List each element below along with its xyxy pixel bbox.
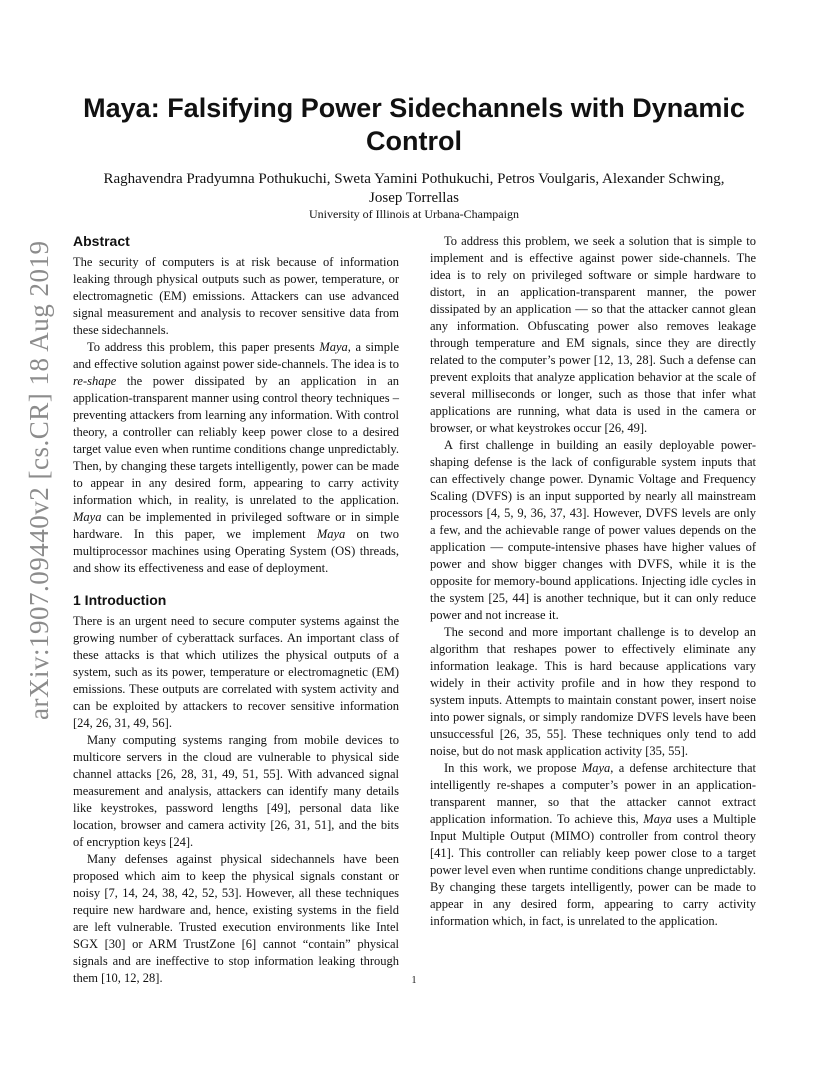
abstract-paragraph-2: To address this problem, this paper presents Maya, a simple and effective solution against power side-channels. The idea is to re-shape the power dissipated by an application in an application-transparent manner using control theory techniques – preventing attackers from learning any information. With control theory, a controller can reliably keep power close to a desired target value even when runtime conditions change unpredictably. Then, by changing these targets intelligently, power can be made to appear in any desired form, appearing to carry activity information which, in reality, is unrelated to the application. Maya can be implemented in privileged software or in simple hardware. In this paper, we implement Maya on two multiprocessor machines using Operating System (OS) threads, and show its effectiveness and ease of deployment. (73, 340, 400, 575)
reshape-emphasis: re-shape (73, 374, 117, 388)
left-column (73, 232, 399, 987)
intro-paragraph-2: Many computing systems ranging from mobile devices to multicore servers in the cloud are vulnerable to physical side channel attacks [26, 28, 31, 49, 51, 55]. With advanced signal measurement and analysis, attackers can identify many details like keystrokes, password lengths [49], personal data like location, browser and camera activity [26, 31, 51], and the bits of encryption keys [24]. (73, 733, 399, 849)
right-paragraph-3: The second and more important challenge is to develop an algorithm that reshapes power to effectively eliminate any information leakage. This is hard because applications vary widely in their activity profile and in how they respond to system inputs. Attempts to maintain constant power, insert noise into power signals, or simply randomize DVFS levels have been unsuccessful [26, 35, 55]. These techniques only tend to add noise, but do not mask application activity [35, 55]. (430, 625, 756, 758)
right-paragraph-1: To address this problem, we seek a solution that is simple to implement and is effective against power side-channels. The idea is to rely on privileged software or simple hardware to distort, in an application-transparent manner, the power dissipated by an application — so that the attacker cannot glean any information. Obfuscating power also removes leakage through temperature and EM signals, since they are directly related to the computer’s power [12, 13, 28]. Such a defense can prevent exploits that analyze application behavior at the scale of several milliseconds or longer, such as those that infer what applications are running, what data is used in the camera or browser, or what keystrokes occur [26, 49]. (430, 234, 756, 435)
arxiv-identifier-stamp: arXiv:1907.09440v2 [cs.CR] 18 Aug 2019 (24, 240, 54, 720)
paper-title: Maya: Falsifying Power Sidechannels with Dynamic Control (83, 93, 745, 156)
intro-paragraph-3: Many defenses against physical sidechannels have been proposed which aim to keep the physical signals constant or noisy [7, 14, 24, 38, 42, 52, 53]. However, all these techniques require new hardware and, hence, existing systems in the field are left vulnerable. Trusted execution environments like Intel SGX [30] or ARM TrustZone [6] cannot “contain” physical signals and are ineffective to stop information leaking through them [10, 12, 28]. (73, 852, 399, 985)
intro-paragraph-1: There is an urgent need to secure computer systems against the growing number of cyberattack surfaces. An important class of these attacks is that which utilizes the physical outputs of a system, such as its power, temperature or electromagnetic (EM) emissions. These outputs are correlated with system activity and can be exploited by attackers to recover sensitive information [24, 26, 31, 49, 56]. (73, 614, 399, 730)
page-number: 1 (411, 975, 417, 986)
maya-emphasis: Maya (73, 510, 102, 524)
affiliation: University of Illinois at Urbana-Champaign (309, 207, 519, 221)
maya-emphasis: Maya (319, 340, 348, 354)
right-column (430, 233, 756, 930)
abstract-paragraph-1: The security of computers is at risk because of information leaking through physical outputs such as power, temperature, or electromagnetic (EM) emissions. Attackers can use advanced signal measurement and analysis to recover sensitive data from these sidechannels. (73, 255, 399, 337)
right-paragraph-2: A first challenge in building an easily deployable power-shaping defense is the lack of configurable system inputs that can effectively change power. Dynamic Voltage and Frequency Scaling (DVFS) is an input supported by nearly all mainstream processors [4, 5, 9, 36, 37, 43]. However, DVFS levels are only a few, and the achievable range of power values depends on the application — compute-intensive phases have higher values of power and show bigger changes with DVFS, while it is the opposite for memory-bound applications. Injecting idle cycles in the system [25, 44] is another technique, but it can only reduce power and not increase it. (430, 438, 756, 622)
introduction-heading: 1 Introduction (73, 592, 167, 608)
maya-emphasis: Maya (316, 527, 346, 541)
author-list: Raghavendra Pradyumna Pothukuchi, Sweta Yamini Pothukuchi, Petros Voulgaris, Alexander Schwing, Josep Torrellas (103, 171, 725, 206)
maya-emphasis: Maya (581, 761, 611, 775)
right-paragraph-4: In this work, we propose Maya, a defense architecture that intelligently re-shapes a computer’s power in an application-transparent manner, so that the attacker cannot extract application information. To achieve this, Maya uses a Multiple Input Multiple Output (MIMO) controller from control theory [41]. This controller can reliably keep power close to a target power level even when runtime conditions change unpredictably. By changing these targets intelligently, power can be made to appear in any desired form, appearing to carry activity information which, in fact, is unrelated to the application. (430, 761, 756, 928)
abstract-heading: Abstract (73, 233, 130, 249)
maya-emphasis: Maya (643, 812, 672, 826)
